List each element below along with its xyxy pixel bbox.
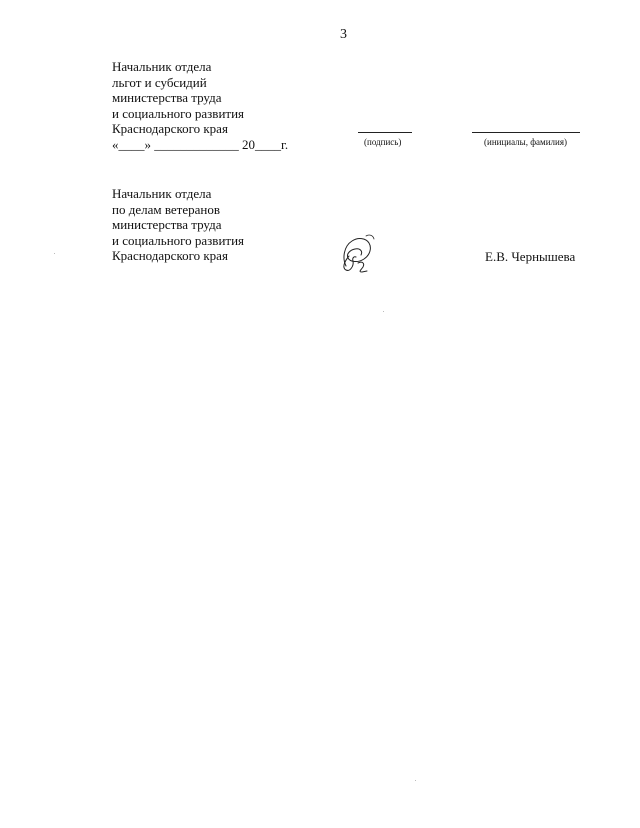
signer-name: Е.В. Чернышева — [485, 249, 576, 264]
position-line-2: по делам ветеранов — [112, 201, 220, 217]
scan-speck — [383, 311, 384, 312]
position-line-4: и социального развития — [112, 105, 245, 121]
position-line-5: Краснодарского края — [112, 248, 228, 264]
initials-caption: (инициалы, фамилия) — [484, 137, 567, 147]
approval-block-benefits-department — [112, 59, 288, 153]
signature-blank-line — [358, 132, 412, 133]
signature-caption: (подпись) — [364, 137, 402, 147]
date-line: «____» _____________ 20____г. — [112, 136, 289, 152]
page-number: 3 — [340, 27, 347, 42]
handwritten-signature — [336, 232, 378, 276]
scan-speck — [54, 253, 55, 254]
scan-speck — [415, 780, 416, 781]
approval-block-veterans-department — [112, 186, 244, 264]
position-line-3: министерства труда — [112, 217, 222, 233]
initials-blank-line — [472, 132, 580, 133]
position-line-4: и социального развития — [112, 232, 245, 248]
position-line-3: министерства труда — [112, 90, 222, 106]
position-line-1: Начальник отдела — [112, 186, 212, 201]
position-line-1: Начальник отдела — [112, 59, 212, 74]
position-line-2: льгот и субсидий — [112, 74, 207, 90]
position-line-5: Краснодарского края — [112, 121, 228, 137]
